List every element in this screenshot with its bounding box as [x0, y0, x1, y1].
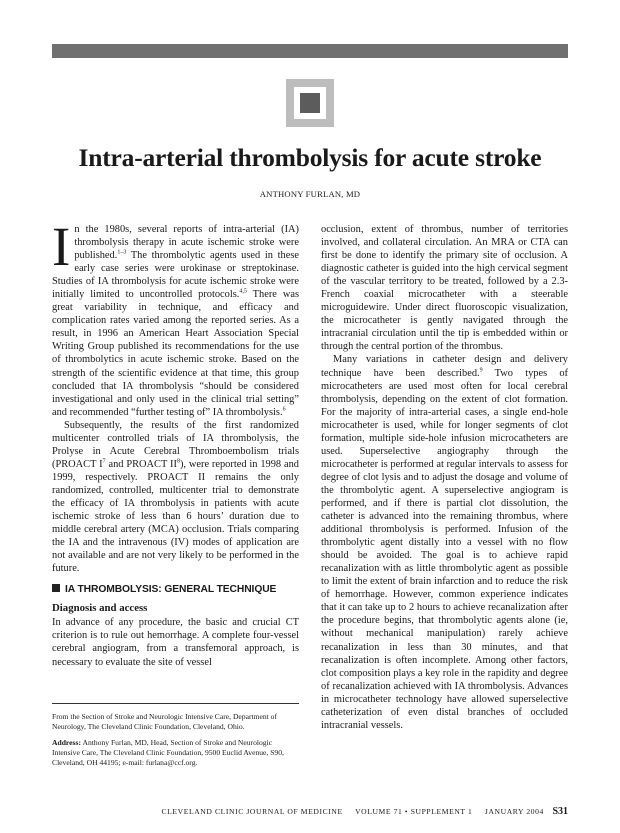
issue-date: JANUARY 2004 [484, 807, 544, 816]
paragraph: occlusion, extent of thrombus, number of territories involved, and collateral circulation. An MRA or CTA can first be done to identify the primary site of occlusion. A diagnostic catheter is guided into the high cervical segment of the vascular territory to be treated, followed by a 2.3-French coaxial microcatheter with a steerable microguidewire. Under direct fluoroscopic visualization, the microcatheter is gently navigated through the intracranial circulation until the tip is embedded within or through the central portion of the thrombus. [321, 224, 568, 353]
author-footnote [52, 703, 299, 773]
author-byline: ANTHONY FURLAN, MD [259, 189, 361, 199]
article-title: Intra-arterial thrombolysis for acute stroke [78, 143, 542, 172]
affiliation: From the Section of Stroke and Neurologic Intensive Care, Department of Neurology, The Cleveland Clinic Foundation, Cleveland, Ohio. [52, 712, 278, 732]
journal-logo-icon [286, 79, 334, 127]
header-bar [52, 44, 568, 58]
left-column [52, 216, 299, 669]
subheading: Diagnosis and access [52, 602, 148, 615]
right-column [321, 223, 568, 732]
correspondence-address: Address: Anthony Furlan, MD, Head, Section of Stroke and Neurologic Intensive Care, The Cleveland Clinic Foundation, 9500 Euclid Avenue, S90, Cleveland, OH 44195; e-mail: furlana@ccf.org. [52, 737, 284, 768]
page-footer [0, 806, 568, 817]
section-heading: IA THROMBOLYSIS: GENERAL TECHNIQUE [52, 583, 299, 596]
paragraph: In the 1980s, several reports of intra-arterial (IA) thrombolysis therapy in acute ischemic stroke were published.$^{1-3}$ The thrombolytic agents used in these early case series were urokinase or streptokinase. Studies of IA thrombolysis for acute ischemic stroke were initially limited to uncontrolled protocols.$^{4,5}$ There was great variability in technique, and efficacy and complication rates varied among the reported series. As a result, in 1996 an American Heart Association Special Writing Group published its recommendations for the use of thrombolytics in acute ischemic stroke. Based on the strength of the scientific evidence at that time, this group concluded that IA thrombolysis “should be considered investigational and only used in the clinical trial setting” and recommended “further testing of” IA thrombolysis.$^6$ [52, 216, 299, 418]
paragraph: Many variations in catheter design and delivery technique have been described.$^9$ Two types of microcatheters are used most often for local cerebral thrombolysis, depending on the extent of clot formation. For the majority of intra-arterial cases, a single end-hole microcatheter is used, while for longer segments of clot formation, multiple side-hole infusion microcatheters are used. Superselective angiography through the microcatheter is performed at regular intervals to assess for degree of clot lysis and to adjust the dosage and volume of the thrombolytic agent. A superselective angiogram is performed, and if there is partial clot dissolution, the catheter is advanced into the remaining thrombus, where additional thrombolysis is performed. Infusion of the thrombolytic agent distally into a vessel with no flow should be avoided. The goal is to achieve rapid recanalization with as little thrombolytic agent as possible to limit the extent of brain infarction and to reduce the risk of hemorrhage. However, common experience indicates that it can take up to 2 hours to achieve recanalization after the procedure begins, that thrombolytic agents alone (ie, without mechanical manipulation) rarely achieve recanalization in less than 30 minutes, and that recanalization is often incomplete. Among other factors, clot composition plays a key role in the rapidity and degree of recanalization achieved with IA thrombolysis. Advances in microcatheter technology have allowed superselective catheterization of even distal branches of occluded intracranial vessels. [321, 354, 568, 731]
square-bullet-icon [52, 584, 60, 592]
drop-cap: I [52, 216, 71, 277]
paragraph: Subsequently, the results of the first randomized multicenter controlled trials of IA thrombolysis, the Prolyse in Acute Cerebral Thromboembolism trials (PROACT $I^7$ and PROACT $II^8$), were reported in 1998 and 1999, respectively. PROACT II remains the only randomized, controlled, multicenter trial to demonstrate the efficacy of IA thrombolysis in patients with acute ischemic stroke of less than 6 hours’ duration due to middle cerebral artery (MCA) occlusion. Trials comparing the IA and the intravenous (IV) modes of application are not available and are not very likely to be performed in the future. [52, 419, 299, 575]
journal-name: CLEVELAND CLINIC JOURNAL OF MEDICINE [161, 807, 343, 816]
page-number: S31 [552, 806, 568, 817]
paragraph: In advance of any procedure, the basic and crucial CT criterion is to rule out hemorrhage. A complete four-vessel cerebral angiogram, from a transfemoral approach, is necessary to evaluate the site of vessel [52, 617, 299, 668]
volume-info: VOLUME 71 • SUPPLEMENT 1 [355, 807, 473, 816]
